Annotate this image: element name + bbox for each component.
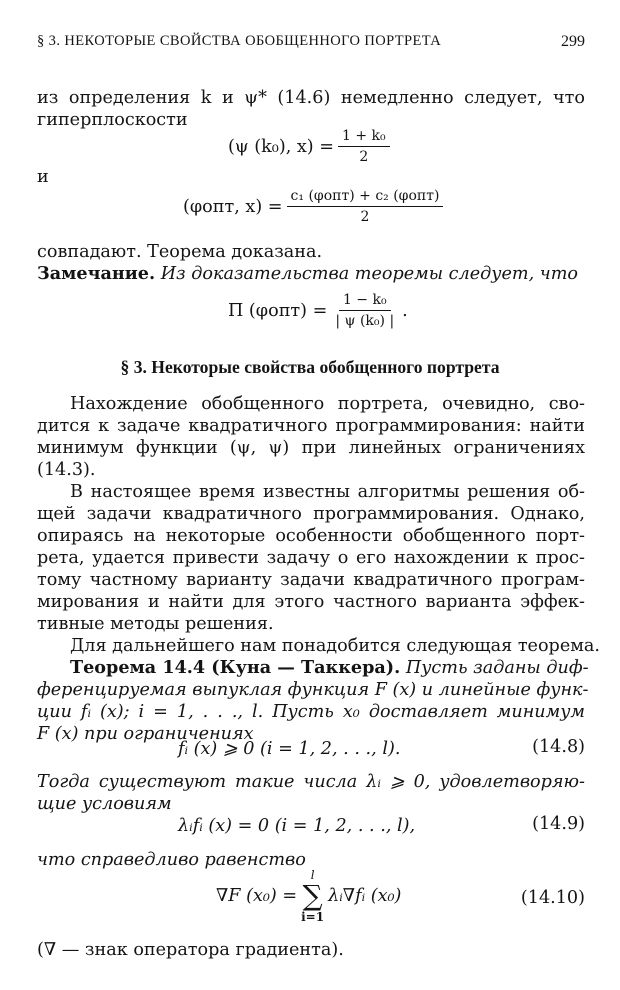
section-title: § 3. Некоторые свойства обобщенного портрета — [120, 357, 500, 377]
text-line: из определения k и ψ* (14.6) немедленно следует, что — [37, 88, 585, 108]
text-line: щие условиям — [37, 794, 172, 814]
fraction-numerator: c₁ (φопт) + c₂ (φопт) — [287, 188, 444, 207]
text-line: тивные методы решения. — [37, 614, 274, 634]
text-line: минимум функции (ψ, ψ) при линейных ограничениях — [37, 438, 585, 458]
fraction-numerator: 1 − k₀ — [339, 292, 391, 311]
summation-lower-limit: i=1 — [301, 910, 325, 924]
fraction — [338, 128, 390, 165]
formula-gradient — [216, 868, 401, 924]
text-line: Нахождение обобщенного портрета, очевидно, сво- — [70, 394, 585, 414]
fraction-denominator: 2 — [359, 149, 369, 165]
text-line: дится к задаче квадратичного программирования: найти — [37, 416, 585, 436]
text-line: Тогда существуют такие числа λᵢ ⩾ 0, удовлетворяю- — [37, 772, 585, 792]
theorem-label: Теорема 14.4 (Куна — Таккера). — [70, 657, 401, 678]
summation — [301, 868, 324, 924]
text-line: гиперплоскости — [37, 110, 188, 130]
formula-left: Π (φопт) = — [228, 300, 328, 321]
fraction — [331, 292, 398, 329]
page-number: 299 — [561, 33, 585, 50]
formula-left: ∇F (x₀) = — [216, 886, 298, 906]
text-line: что справедливо равенство — [37, 850, 306, 870]
fraction — [287, 188, 444, 225]
formula-margin — [228, 292, 408, 329]
text-line: ции fᵢ (x); i = 1, . . ., l. Пусть x₀ доставляет минимум — [37, 702, 585, 722]
summation-upper-limit: l — [310, 868, 315, 882]
running-header — [37, 33, 585, 55]
text-line: и — [37, 167, 49, 187]
text-line: мирования и найти для этого частного варианта эффек- — [37, 592, 585, 612]
text-line: ференцируемая выпуклая функция F (x) и линейные функ- — [37, 680, 589, 700]
text-line: опираясь на некоторые особенности обобщенного порт- — [37, 526, 585, 546]
equation-number: (14.10) — [520, 888, 585, 908]
remark-label: Замечание. — [37, 263, 156, 284]
remark-text: Из доказательства теоремы следует, что — [160, 264, 578, 284]
remark-line — [37, 262, 585, 286]
formula-end: . — [402, 300, 408, 321]
formula-left: (φопт, x) = — [183, 196, 283, 217]
text-line: совпадают. Теорема доказана. — [37, 242, 323, 262]
text-line: В настоящее время известны алгоритмы решения об- — [70, 482, 585, 502]
text-line: щей задачи квадратичного программирования. Однако, — [37, 504, 585, 524]
formula-left: (ψ (k₀), x) = — [228, 136, 335, 157]
text-line: Для дальнейшего нам понадобится следующая теорема. — [70, 636, 600, 656]
formula-complementary: λᵢfᵢ (x) = 0 (i = 1, 2, . . ., l), — [178, 816, 416, 836]
running-header-title: § 3. НЕКОТОРЫЕ СВОЙСТВА ОБОБЩЕННОГО ПОРТРЕТА — [37, 33, 442, 49]
text-line: (∇ — знак оператора градиента). — [37, 940, 344, 960]
theorem-text: Пусть заданы диф- — [405, 658, 589, 678]
text-line: (14.3). — [37, 460, 96, 480]
equation-number: (14.9) — [532, 814, 585, 834]
formula-hyperplane-phi — [183, 188, 447, 225]
summation-sign: ∑ — [302, 879, 323, 912]
formula-hyperplane-psi — [228, 128, 394, 165]
equation-number: (14.8) — [532, 737, 585, 757]
text-line: рета, удается привести задачу о его нахождении к прос- — [37, 548, 585, 568]
fraction-denominator: 2 — [360, 209, 370, 225]
theorem-heading-line — [70, 656, 589, 680]
fraction-numerator: 1 + k₀ — [338, 128, 390, 147]
fraction-denominator: | ψ (k₀) | — [335, 313, 395, 329]
formula-constraints: fᵢ (x) ⩾ 0 (i = 1, 2, . . ., l). — [178, 739, 401, 759]
text-line: тому частному варианту задачи квадратичного програм- — [37, 570, 585, 590]
formula-right: λᵢ∇fᵢ (x₀) — [328, 886, 402, 906]
text-line: F (x) при ограничениях — [37, 724, 254, 744]
